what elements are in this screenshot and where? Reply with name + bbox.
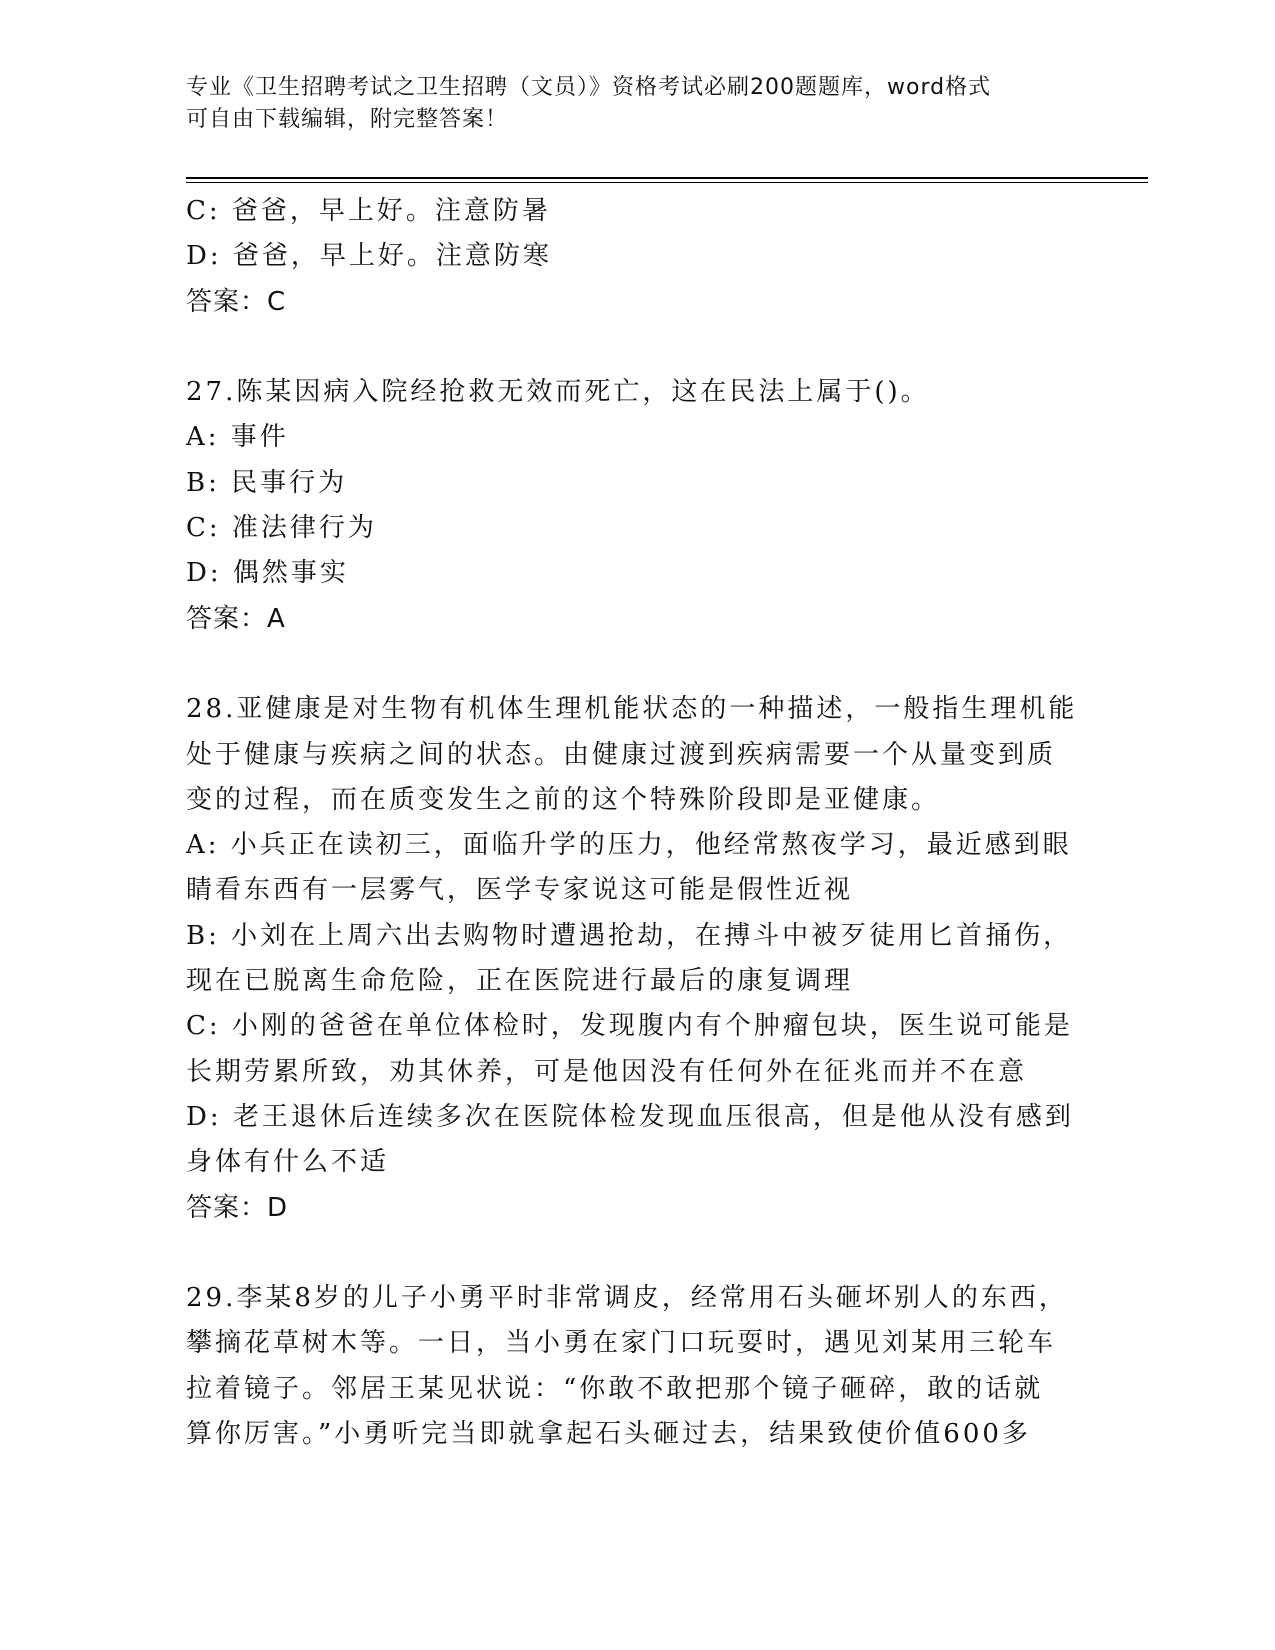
q27-option-c: C: 准法律行为 [186,513,377,544]
q28-option-a-cont: 睛看东西有一层雾气，医学专家说这可能是假性近视 [186,875,854,906]
q28-option-d: D: 老王退休后连续多次在医院体检发现血压很高，但是他从没有感到 [186,1101,1074,1132]
q29-stem-line: 攀摘花草树木等。一日，当小勇在家门口玩耍时，遇见刘某用三轮车 [186,1328,1057,1359]
q28-stem-line: 处于健康与疾病之间的状态。由健康过渡到疾病需要一个从量变到质 [186,739,1057,770]
q28-option-d-cont: 身体有什么不适 [186,1147,390,1178]
document-header [186,72,1086,136]
q28-stem-line: 28.亚健康是对生物有机体生理机能状态的一种描述，一般指生理机能 [186,694,1078,725]
q26-option-d: D: 爸爸，早上好。注意防寒 [186,241,552,272]
q28-option-b-cont: 现在已脱离生命危险，正在医院进行最后的康复调理 [186,966,854,997]
q28-option-a: A: 小兵正在读初三，面临升学的压力，他经常熬夜学习，最近感到眼 [186,830,1072,861]
header-divider-thin [186,182,1148,183]
q28-option-c: C: 小刚的爸爸在单位体检时，发现腹内有个肿瘤包块，医生说可能是 [186,1011,1073,1042]
question-content [186,189,1086,1457]
header-line-1: 专业《卫生招聘考试之卫生招聘（文员）》资格考试必刷200题题库，word格式 [186,75,992,100]
q29-stem-line: 算你厉害。”小勇听完当即就拿起石头砸过去，结果致使价值600多 [186,1419,1031,1450]
q26-answer: 答案：C [186,286,287,317]
q27-option-b: B: 民事行为 [186,467,348,498]
spacer [186,642,1086,687]
q28-answer: 答案：D [186,1192,289,1223]
q26-option-c: C: 爸爸，早上好。注意防暑 [186,196,551,226]
spacer [186,1231,1086,1276]
header-divider [186,177,1148,179]
q29-stem-line: 29.李某8岁的儿子小勇平时非常调皮，经常用石头砸坏别人的东西， [186,1283,1068,1314]
q27-answer: 答案：A [186,603,286,634]
header-line-2: 可自由下载编辑，附完整答案！ [186,107,509,132]
spacer [186,325,1086,370]
q28-stem-line: 变的过程，而在质变发生之前的这个特殊阶段即是亚健康。 [186,784,941,815]
q27-stem: 27.陈某因病入院经抢救无效而死亡，这在民法上属于()。 [186,377,930,408]
q27-option-a: A: 事件 [186,422,289,453]
q27-option-d: D: 偶然事实 [186,558,349,589]
q28-option-c-cont: 长期劳累所致，劝其休养，可是他因没有任何外在征兆而并不在意 [186,1056,1028,1087]
q28-option-b: B: 小刘在上周六出去购物时遭遇抢劫，在搏斗中被歹徒用匕首捅伤， [186,920,1073,951]
q29-stem-line: 拉着镜子。邻居王某见状说：“你敢不敢把那个镜子砸碎，敢的话就 [186,1373,1044,1404]
